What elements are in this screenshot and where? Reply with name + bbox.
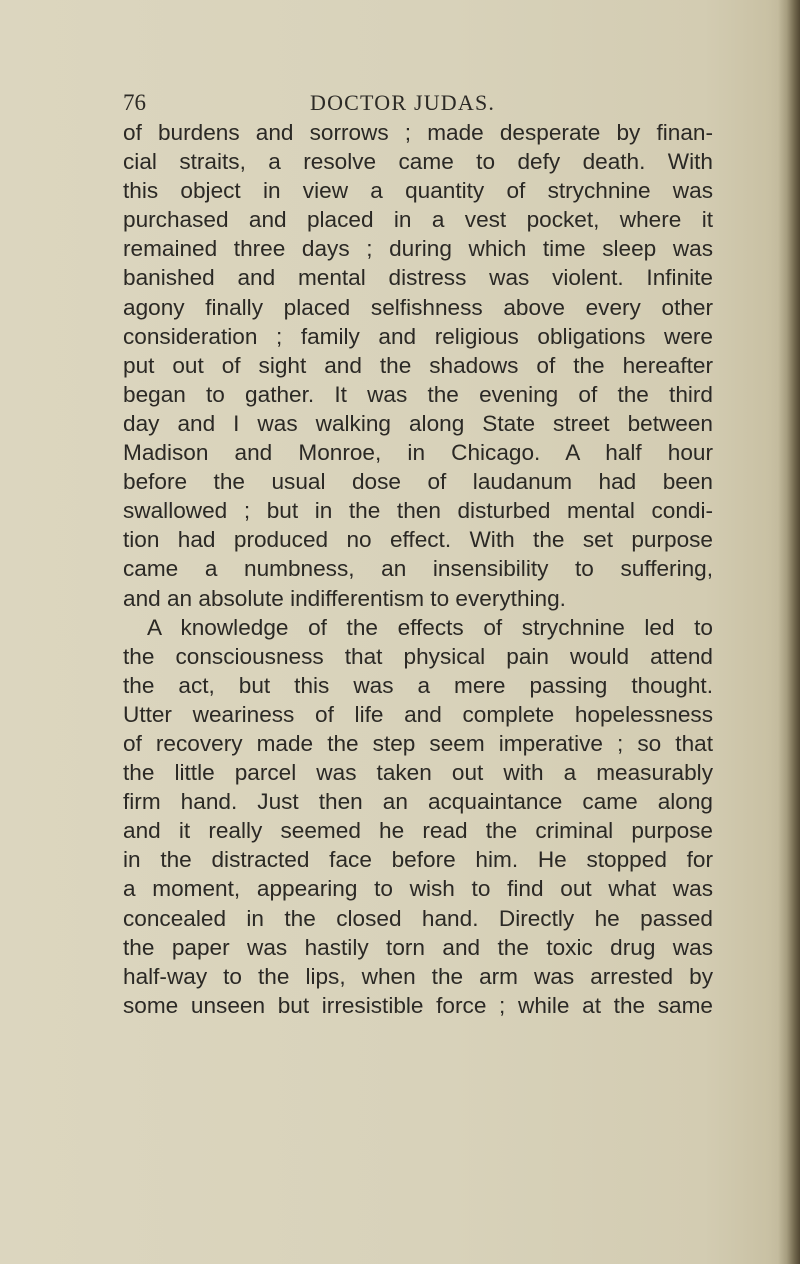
running-title: DOCTOR JUDAS. <box>310 90 496 115</box>
text-line: purchased and placed in a vest pocket, where it <box>123 207 713 233</box>
text-line: swallowed ; but in the then disturbed mental condi- <box>123 498 713 524</box>
text-line: some unseen but irresistible force ; while at the same <box>123 992 713 1018</box>
text-line: began to gather. It was the evening of the third <box>123 381 713 407</box>
text-line: firm hand. Just then an acquaintance came along <box>123 789 713 815</box>
text-line: half-way to the lips, when the arm was arrested by <box>123 963 713 989</box>
text-line: put out of sight and the shadows of the hereafter <box>123 352 713 378</box>
text-line: of recovery made the step seem imperative ; so that <box>123 730 713 756</box>
paragraph-end-line: and an absolute indifferentism to everything. <box>123 585 566 611</box>
page-number: 76 <box>123 90 146 115</box>
text-line: and it really seemed he read the criminal purpose <box>123 818 713 844</box>
text-line: this object in view a quantity of strychnine was <box>123 178 713 204</box>
text-line: agony finally placed selfishness above every other <box>123 294 713 320</box>
text-line: before the usual dose of laudanum had been <box>123 469 713 495</box>
text-line: cial straits, a resolve came to defy death. With <box>123 149 713 175</box>
paragraph-start-line: A knowledge of the effects of strychnine led to <box>147 614 713 640</box>
text-line: the act, but this was a mere passing thought. <box>123 672 713 698</box>
text-line: Madison and Monroe, in Chicago. A half hour <box>123 440 713 466</box>
text-line: the consciousness that physical pain would attend <box>123 643 713 669</box>
text-line: day and I was walking along State street between <box>123 410 713 436</box>
binding-edge <box>778 0 800 1264</box>
text-line: banished and mental distress was violent. Infinite <box>123 265 713 291</box>
text-line: remained three days ; during which time sleep was <box>123 236 713 262</box>
text-line: Utter weariness of life and complete hopelessness <box>123 701 713 727</box>
body-text <box>123 118 713 1020</box>
text-line: a moment, appearing to wish to find out what was <box>123 876 713 902</box>
text-line: consideration ; family and religious obligations were <box>123 323 713 349</box>
text-line: the little parcel was taken out with a measurably <box>123 760 713 786</box>
text-line: came a numbness, an insensibility to suffering, <box>123 556 713 582</box>
text-line: concealed in the closed hand. Directly he passed <box>123 905 713 931</box>
text-line: in the distracted face before him. He stopped for <box>123 847 713 873</box>
text-line: tion had produced no effect. With the set purpose <box>123 527 713 553</box>
text-line: of burdens and sorrows ; made desperate by finan- <box>123 120 713 145</box>
text-line: the paper was hastily torn and the toxic drug was <box>123 934 713 960</box>
